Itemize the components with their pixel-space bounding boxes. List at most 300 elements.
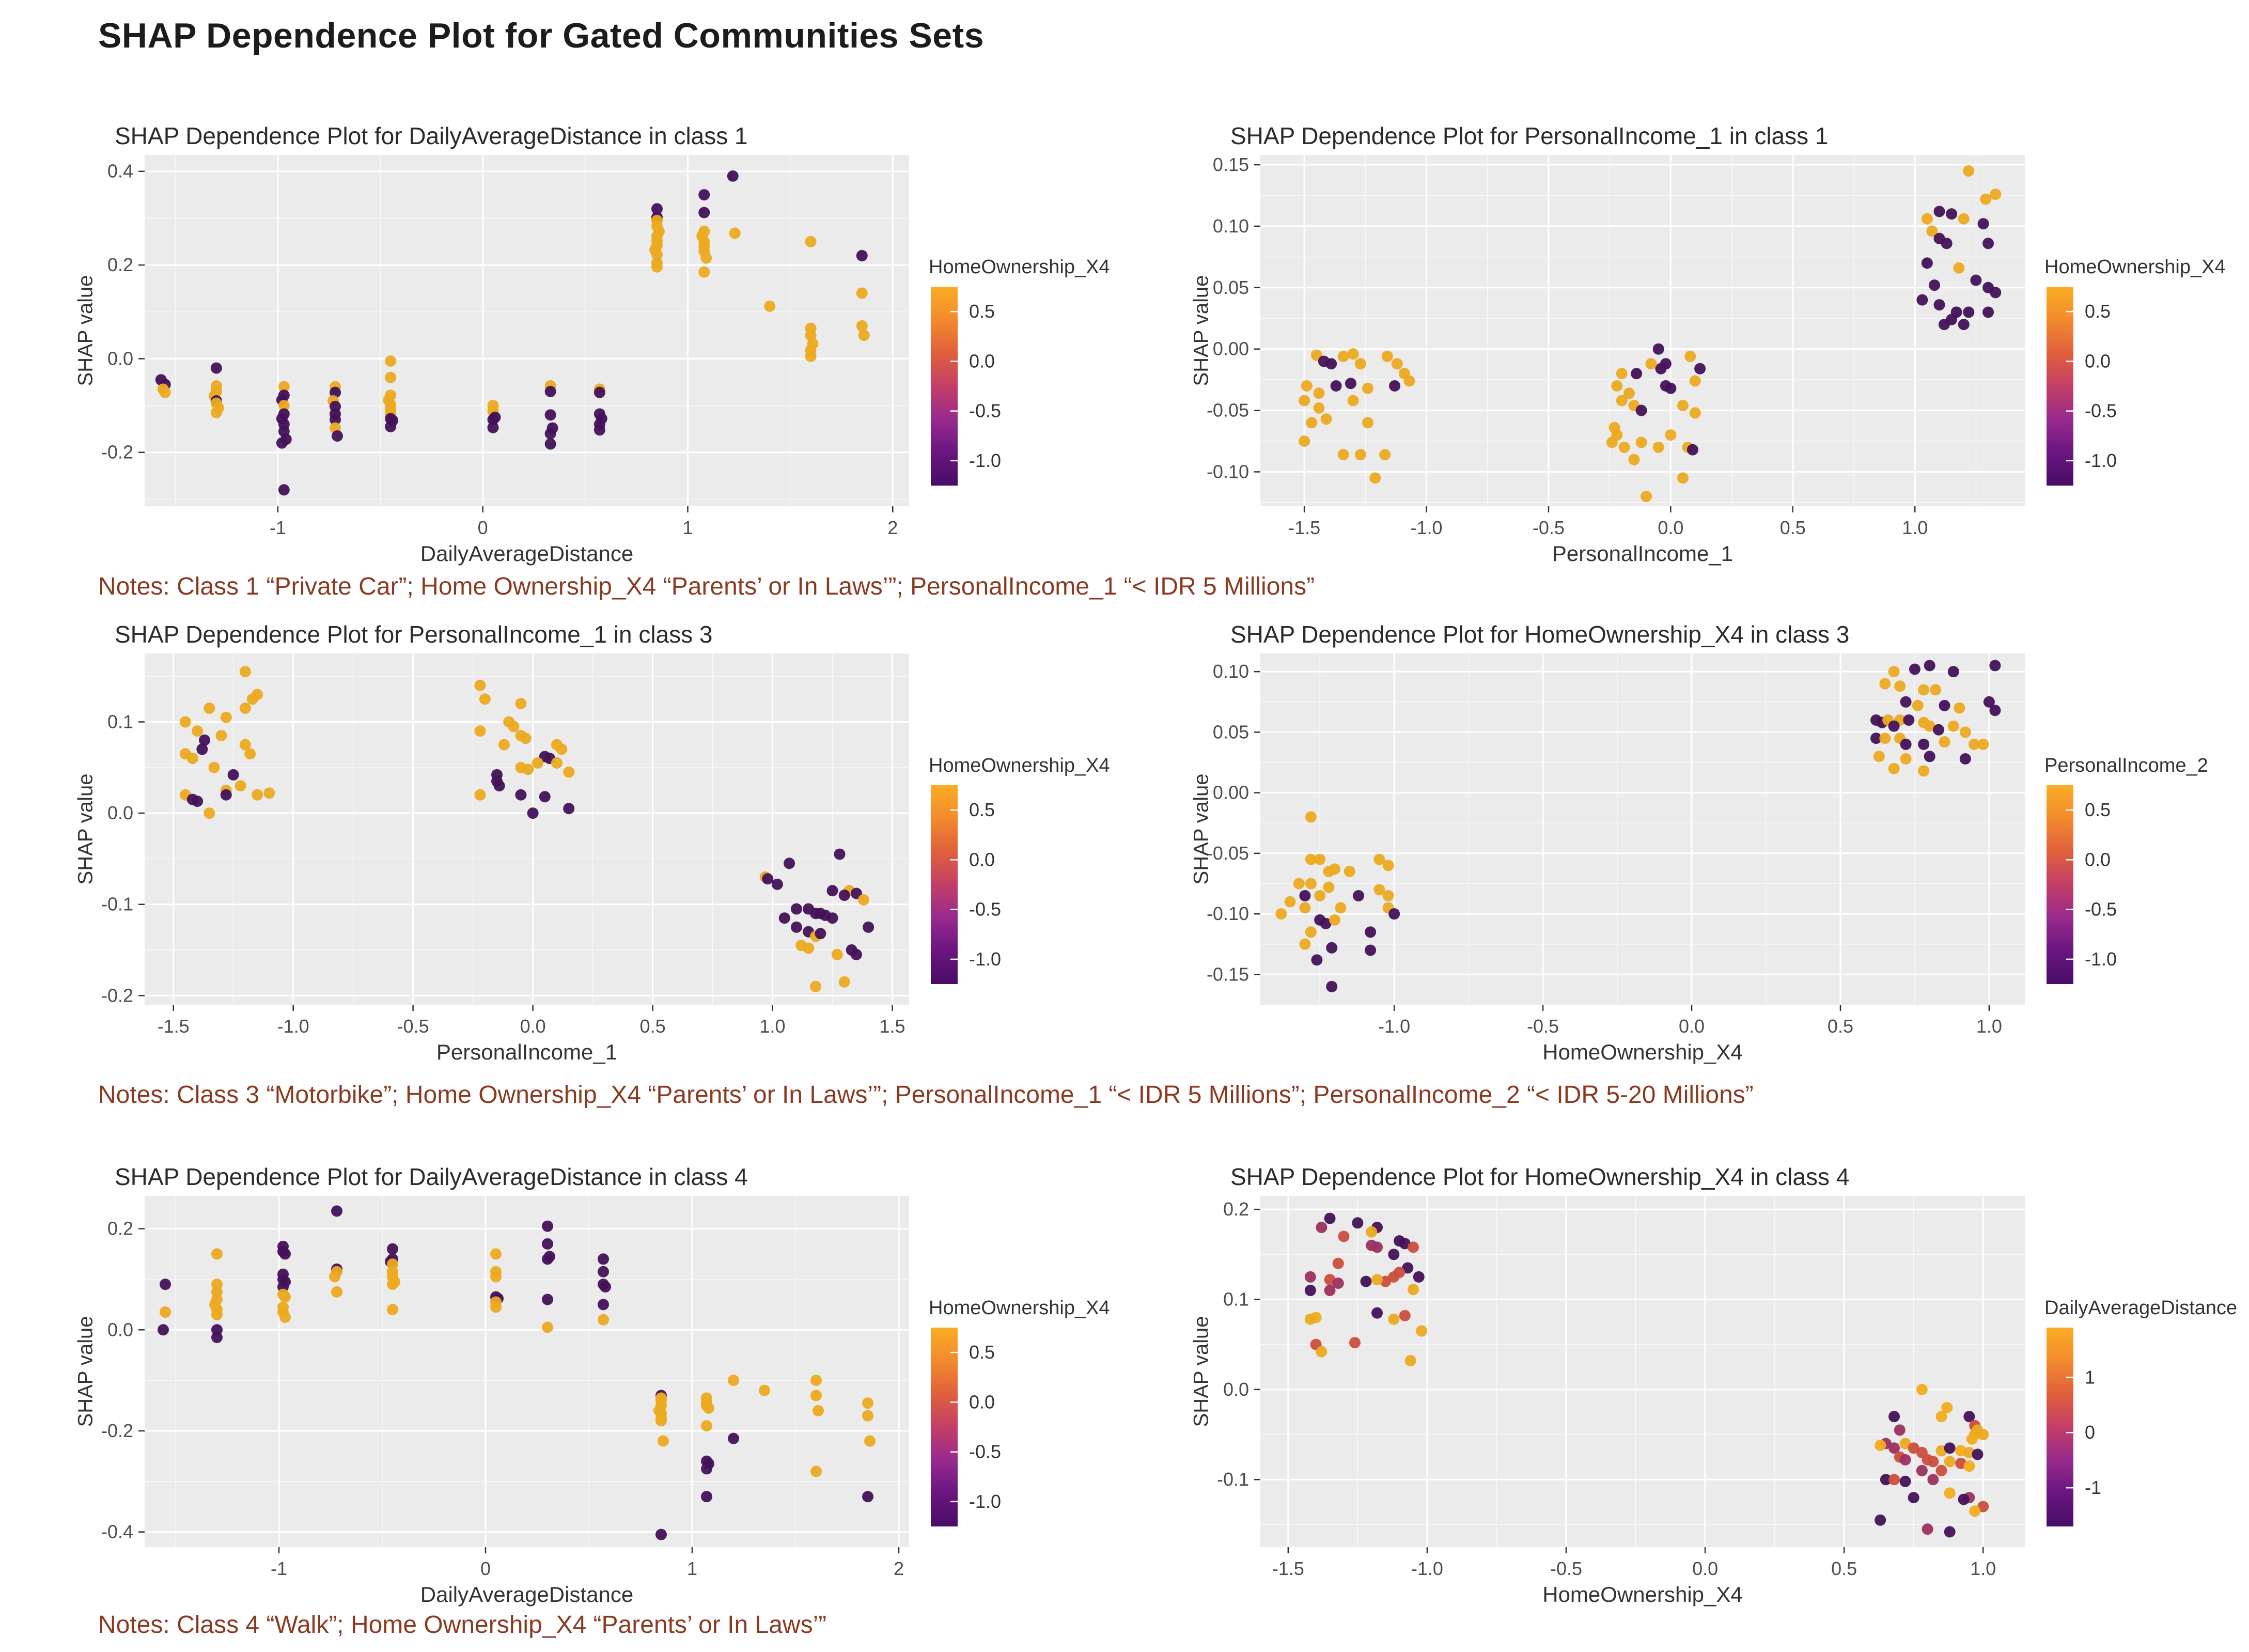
data-point	[494, 780, 505, 791]
data-point	[1331, 380, 1342, 392]
legend-tick-label: 0.0	[969, 849, 995, 870]
legend-tick-label: 0.5	[969, 799, 995, 821]
data-point	[1301, 380, 1313, 392]
legend-title: DailyAverageDistance	[2044, 1297, 2238, 1319]
y-tick-label: 0.05	[1212, 721, 1249, 743]
plot-panel	[1260, 155, 2025, 506]
data-point	[387, 1243, 398, 1255]
data-point	[1970, 275, 1981, 286]
legend-title: PersonalIncome_2	[2044, 755, 2208, 776]
legend-tick-label: -1.0	[969, 449, 1002, 471]
data-point	[1944, 1442, 1956, 1454]
y-axis-title: SHAP value	[1190, 773, 1213, 885]
data-point	[701, 1420, 712, 1431]
y-tick-label: -0.1	[1216, 1469, 1249, 1490]
y-tick-label: 0.05	[1212, 276, 1249, 298]
data-point	[1628, 454, 1639, 465]
legend-labels	[969, 799, 1001, 970]
data-point	[1293, 878, 1305, 890]
data-point	[1383, 890, 1394, 901]
data-point	[1299, 395, 1310, 407]
legend-title: HomeOwnership_X4	[2044, 256, 2226, 278]
x-tick-label: 1.0	[1976, 1016, 2002, 1037]
legend-tick-label: 0	[2085, 1422, 2096, 1443]
chart-title: SHAP Dependence Plot for PersonalIncome_1 in class 3	[115, 621, 713, 648]
legend-gradient-bar	[931, 287, 958, 486]
x-axis-title: PersonalIncome_1	[436, 1040, 618, 1064]
data-point	[1934, 299, 1945, 310]
x-tick-label: 1.0	[1902, 517, 1928, 538]
data-point	[698, 207, 710, 219]
data-point	[1333, 1258, 1344, 1269]
legend-tick-label: 0.0	[969, 350, 995, 372]
data-point	[863, 922, 874, 933]
data-point	[1413, 1271, 1425, 1283]
data-point	[1922, 213, 1933, 225]
y-tick-label: -0.10	[1206, 461, 1249, 482]
data-point	[1924, 751, 1935, 762]
x-axis-title: HomeOwnership_X4	[1542, 1582, 1743, 1607]
data-point	[1900, 1454, 1911, 1466]
data-point	[1946, 208, 1957, 220]
x-tick-label: -1.5	[1288, 517, 1321, 538]
data-point	[1305, 1271, 1316, 1283]
data-point	[1900, 696, 1912, 708]
data-point	[1299, 939, 1310, 950]
data-point	[1918, 684, 1929, 695]
data-point	[1405, 1355, 1416, 1366]
data-point	[832, 949, 843, 960]
legend-tick-label: 0.0	[2085, 350, 2111, 372]
data-point	[1636, 405, 1647, 416]
data-point	[1916, 1465, 1928, 1476]
data-point	[1900, 739, 1912, 750]
x-tick-label: -1.0	[1410, 517, 1443, 538]
data-point	[1323, 882, 1334, 893]
data-point	[160, 1306, 171, 1318]
data-point	[1916, 294, 1928, 306]
data-point	[1325, 358, 1337, 369]
x-tick-label: -1.0	[277, 1016, 309, 1037]
data-point	[1326, 942, 1337, 954]
x-tick-label: -0.5	[1527, 1016, 1559, 1037]
y-axis-title: SHAP value	[74, 275, 97, 386]
data-point	[813, 1405, 824, 1416]
data-point	[1922, 257, 1933, 269]
data-point	[329, 1271, 340, 1283]
data-point	[1963, 165, 1974, 177]
chart-title: SHAP Dependence Plot for DailyAverageDistance in class 4	[115, 1163, 748, 1190]
data-point	[475, 725, 486, 737]
data-point	[542, 1294, 553, 1305]
data-point	[1958, 319, 1970, 330]
x-tick-label: 0.0	[1658, 517, 1684, 538]
data-point	[1900, 1476, 1911, 1487]
data-point	[252, 789, 263, 801]
data-point	[1313, 402, 1324, 414]
data-point	[247, 693, 258, 705]
data-point	[209, 762, 220, 773]
data-point	[762, 873, 773, 884]
data-point	[827, 885, 838, 896]
data-point	[490, 1271, 502, 1283]
chart-canvas	[1183, 617, 2242, 1067]
data-point	[600, 1281, 611, 1292]
data-point	[1990, 287, 2001, 298]
data-point	[1371, 1307, 1383, 1319]
x-tick-label: 1.5	[879, 1016, 905, 1037]
data-point	[235, 780, 246, 791]
data-point	[263, 787, 275, 799]
data-point	[701, 1463, 712, 1474]
data-point	[1305, 1314, 1316, 1325]
legend-gradient-bar	[931, 1328, 958, 1526]
data-point	[1348, 395, 1359, 407]
chart-class3-homeownershipx4	[1183, 617, 2242, 1067]
data-point	[1403, 375, 1415, 386]
page-title: SHAP Dependence Plot for Gated Communities Sets	[98, 16, 985, 55]
plot-panel	[145, 1196, 909, 1547]
x-tick-label: 1.0	[1970, 1558, 1996, 1579]
data-point	[211, 1249, 223, 1260]
data-point	[862, 1410, 873, 1422]
legend-gradient-bar	[931, 785, 958, 984]
data-point	[1690, 407, 1701, 418]
data-point	[1388, 1271, 1399, 1283]
y-tick-label: 0.0	[1223, 1378, 1249, 1400]
chart-class3-personalincome1	[67, 617, 1126, 1067]
data-point	[1916, 1384, 1928, 1395]
data-point	[1888, 721, 1900, 732]
data-point	[862, 1397, 873, 1409]
chart-canvas	[1183, 119, 2242, 568]
data-point	[211, 363, 222, 374]
data-point	[805, 351, 817, 362]
y-tick-label: 0.00	[1212, 782, 1249, 803]
data-point	[385, 355, 396, 367]
data-point	[1299, 902, 1310, 913]
data-point	[1371, 1274, 1383, 1285]
data-point	[1371, 1241, 1383, 1253]
y-tick-label: -0.1	[101, 893, 133, 915]
data-point	[1933, 724, 1944, 736]
y-tick-label: 0.10	[1212, 661, 1249, 682]
data-point	[1408, 1241, 1419, 1253]
y-axis-title: SHAP value	[74, 1316, 97, 1427]
data-point	[387, 1304, 398, 1315]
data-point	[196, 743, 208, 755]
chart-title: SHAP Dependence Plot for PersonalIncome_1 in class 1	[1230, 122, 1829, 149]
data-point	[810, 981, 821, 992]
data-point	[1894, 680, 1906, 692]
data-point	[834, 849, 845, 860]
data-point	[1611, 380, 1622, 392]
data-point	[598, 1266, 609, 1277]
data-point	[1934, 206, 1945, 217]
legend-tick-label: -0.5	[2085, 400, 2117, 422]
data-point	[1909, 663, 1920, 675]
y-tick-label: 0.15	[1212, 154, 1249, 176]
data-point	[211, 1309, 223, 1320]
data-point	[1989, 705, 2001, 716]
data-point	[1313, 387, 1324, 399]
data-point	[1694, 363, 1706, 375]
data-point	[1918, 739, 1929, 750]
data-point	[1941, 238, 1953, 249]
data-point	[1324, 1285, 1336, 1296]
legend-gradient-bar	[2047, 785, 2073, 984]
data-point	[1665, 383, 1676, 394]
legend-tick-label: -1.0	[969, 948, 1002, 970]
data-point	[1355, 358, 1366, 369]
data-point	[1329, 863, 1340, 875]
data-point	[204, 703, 215, 714]
data-point	[1653, 344, 1664, 355]
data-point	[1606, 437, 1618, 448]
data-point	[490, 1301, 502, 1313]
data-point	[1684, 351, 1696, 362]
notes-class4: Notes: Class 4 “Walk”; Home Ownership_X4 “Parents’ or In Laws’”	[98, 1611, 827, 1639]
data-point	[187, 753, 198, 764]
data-point	[858, 330, 870, 341]
data-point	[1894, 1424, 1906, 1436]
data-point	[1989, 660, 2001, 671]
data-point	[1349, 1337, 1361, 1348]
data-point	[1314, 854, 1325, 865]
y-tick-label: -0.4	[101, 1521, 133, 1542]
data-point	[490, 1249, 502, 1260]
data-point	[158, 1324, 169, 1335]
data-point	[1944, 1456, 1956, 1467]
data-point	[1939, 736, 1950, 747]
data-point	[698, 189, 710, 200]
data-point	[279, 1291, 291, 1303]
data-point	[522, 763, 534, 775]
x-tick-label: 2	[893, 1558, 904, 1579]
data-point	[727, 170, 739, 182]
data-point	[856, 287, 868, 299]
legend-tick-label: -0.5	[969, 898, 1002, 920]
data-point	[1908, 1492, 1919, 1503]
data-point	[1275, 908, 1287, 919]
data-point	[1665, 429, 1676, 441]
data-point	[1306, 417, 1317, 428]
data-point	[728, 1433, 739, 1444]
x-tick-label: 0.0	[520, 1016, 546, 1037]
y-tick-label: 0.0	[107, 802, 133, 824]
legend-tick-label: 1	[2085, 1366, 2096, 1388]
data-point	[1352, 1217, 1363, 1228]
data-point	[1677, 472, 1689, 484]
data-point	[1958, 213, 1970, 225]
data-point	[1383, 860, 1394, 871]
data-point	[598, 1253, 609, 1265]
data-point	[1960, 753, 1971, 765]
data-point	[1982, 238, 1994, 249]
chart-title: SHAP Dependence Plot for HomeOwnership_X4 in class 4	[1230, 1163, 1850, 1190]
data-point	[515, 789, 526, 801]
data-point	[542, 1321, 553, 1333]
data-point	[1299, 890, 1310, 901]
chart-canvas	[1183, 1160, 2242, 1609]
data-point	[729, 227, 741, 239]
y-tick-label: 0.2	[1223, 1198, 1249, 1220]
data-point	[1311, 954, 1322, 965]
data-point	[551, 757, 563, 769]
x-tick-label: -1.5	[1272, 1558, 1304, 1579]
data-point	[1944, 1526, 1956, 1537]
y-tick-label: 0.00	[1212, 338, 1249, 360]
x-tick-label: 0.0	[1692, 1558, 1719, 1579]
x-tick-label: 1	[686, 1558, 698, 1579]
x-tick-label: -0.5	[1550, 1558, 1583, 1579]
data-point	[545, 386, 556, 397]
data-point	[1963, 306, 1974, 318]
data-point	[1888, 763, 1900, 774]
y-tick-label: 0.2	[107, 254, 133, 276]
data-point	[527, 807, 539, 819]
y-tick-label: 0.10	[1212, 215, 1249, 237]
data-point	[1982, 306, 1994, 318]
data-point	[1924, 660, 1935, 671]
data-point	[488, 422, 499, 433]
data-point	[1299, 435, 1310, 447]
data-point	[791, 903, 802, 915]
data-point	[1338, 351, 1349, 362]
data-point	[279, 1312, 291, 1323]
data-point	[1362, 383, 1373, 394]
data-point	[1305, 926, 1317, 938]
data-point	[211, 407, 222, 418]
x-axis-title: DailyAverageDistance	[420, 1582, 634, 1607]
data-point	[1690, 375, 1701, 386]
data-point	[331, 1286, 342, 1298]
data-point	[1305, 812, 1317, 823]
legend-gradient-bar	[2047, 1328, 2073, 1526]
data-point	[810, 1390, 822, 1401]
y-tick-label: -0.2	[101, 441, 133, 463]
x-tick-label: -1.0	[1378, 1016, 1411, 1037]
data-point	[278, 484, 290, 495]
data-point	[204, 807, 215, 819]
data-point	[701, 1491, 712, 1502]
chart-class4-homeownershipx4	[1183, 1160, 2242, 1609]
data-point	[1977, 1429, 1989, 1440]
data-point	[276, 438, 288, 449]
legend-tick-label: -1.0	[2085, 948, 2117, 970]
data-point	[331, 1205, 342, 1217]
data-point	[856, 250, 868, 261]
data-point	[858, 894, 869, 906]
legend-tick-label: -0.5	[2085, 898, 2117, 920]
data-point	[1875, 1440, 1886, 1451]
data-point	[563, 803, 574, 814]
data-point	[791, 922, 802, 933]
y-tick-label: 0.2	[107, 1218, 133, 1239]
data-point	[1948, 666, 1959, 677]
x-tick-label: -0.5	[1532, 517, 1565, 538]
data-point	[698, 267, 710, 278]
x-tick-label: 1	[682, 517, 693, 538]
data-point	[475, 789, 486, 801]
data-point	[1879, 733, 1891, 744]
data-point	[1338, 1230, 1349, 1242]
data-point	[810, 1466, 822, 1477]
data-point	[332, 430, 343, 442]
data-point	[1305, 1285, 1316, 1296]
data-point	[192, 796, 203, 807]
x-tick-label: 1.0	[759, 1016, 786, 1037]
data-point	[228, 769, 239, 781]
data-point	[1677, 400, 1689, 411]
data-point	[1408, 1284, 1419, 1295]
x-tick-label: 0.5	[1831, 1558, 1857, 1579]
x-tick-label: 0.5	[1779, 517, 1806, 538]
chart-title: SHAP Dependence Plot for HomeOwnership_X4 in class 3	[1230, 621, 1850, 648]
x-tick-label: 0.5	[1827, 1016, 1853, 1037]
data-point	[520, 733, 532, 744]
data-point	[1641, 491, 1652, 502]
x-tick-label: 0.0	[1678, 1016, 1705, 1037]
data-point	[563, 767, 574, 778]
data-point	[1912, 700, 1924, 711]
legend-tick-label: -1.0	[969, 1490, 1002, 1512]
data-point	[1326, 981, 1337, 992]
chart-title: SHAP Dependence Plot for DailyAverageDistance in class 1	[115, 122, 748, 149]
data-point	[803, 942, 814, 954]
data-point	[1972, 1448, 1984, 1460]
chart-class1-personalincome1	[1183, 119, 2242, 568]
data-point	[1399, 1310, 1411, 1321]
legend-labels	[969, 301, 1001, 471]
legend-labels	[2085, 1366, 2101, 1498]
x-tick-label: -0.5	[397, 1016, 429, 1037]
data-point	[1655, 363, 1666, 375]
data-point	[759, 1385, 770, 1396]
x-tick-label: -1	[270, 1558, 288, 1579]
data-point	[839, 976, 850, 988]
legend-title: HomeOwnership_X4	[929, 755, 1110, 776]
data-point	[1939, 319, 1950, 330]
chart-canvas	[67, 617, 1126, 1067]
legend-tick-label: 0.5	[2085, 799, 2111, 821]
data-point	[1382, 351, 1393, 362]
data-point	[1936, 1411, 1947, 1422]
data-point	[856, 320, 868, 332]
y-axis-title: SHAP value	[1190, 275, 1213, 386]
data-point	[1888, 1474, 1900, 1485]
x-tick-label: 2	[887, 517, 898, 538]
data-point	[1953, 262, 1964, 274]
legend-gradient-bar	[2047, 287, 2073, 486]
data-point	[862, 1491, 873, 1502]
data-point	[658, 1436, 669, 1447]
data-point	[772, 879, 783, 890]
data-point	[240, 703, 251, 714]
legend-tick-label: -0.5	[969, 400, 1002, 422]
data-point	[160, 1279, 171, 1290]
x-tick-label: 0	[480, 1558, 491, 1579]
legend-tick-label: 0.5	[2085, 301, 2111, 322]
data-point	[1338, 449, 1349, 460]
y-tick-label: -0.15	[1206, 963, 1249, 985]
data-point	[1922, 1523, 1933, 1535]
data-point	[827, 912, 838, 924]
data-point	[1392, 358, 1403, 369]
legend-tick-label: 0.5	[969, 1342, 995, 1363]
data-point	[1939, 700, 1950, 711]
data-point	[1329, 914, 1340, 926]
